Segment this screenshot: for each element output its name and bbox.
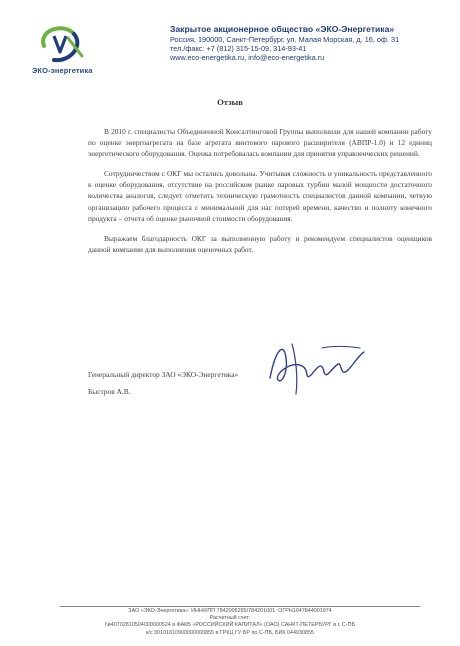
signature-block [88,366,288,400]
letterhead [170,24,440,62]
eco-energetika-logo-icon [30,22,100,66]
company-name: Закрытое акционерное общество «ЭКО-Энергетика» [170,24,395,34]
footer-line-1: ЗАО «ЭКО-Энергетика»: ИНН/КПП 7842006285/784201001: ОГРН1047844001974 [128,608,332,614]
footer-divider [60,606,420,607]
handwritten-signature [262,338,372,398]
footer-line-3: №40702810504000000524 в ФАКБ «РОССИЙСКИЙ КАПИТАЛ» (ОАО) САНКТ-ПЕТЕРБУРГ в г. С-ПБ [104,622,355,629]
body-paragraph-2: Сотрудничеством с ОКГ мы остались довольны. Учитывая сложность и уникальность представленного к оценке оборудования, отсутствие на российском рынке паровых турбин малой мощности достаточного количества аналогов, следует отметить техническую грамотность специалистов данной компании, четкую организацию рабочего процесса с минимальной для нас потерей времени, качество и полноту конечного продукта – отчета об оценке рыночной стоимости оборудования. [88,169,432,223]
company-address: Россия, 190000, Санкт-Петербург, ул. Малая Морская, д. 16, оф. 31 [170,35,400,44]
footer-line-4: к/с 30101810900000000855 в ГРКЦ ГУ БР по С-ПБ, БИК 044030855 [145,629,315,636]
company-web: www.eco-energetika.ru, info@eco-energetika.ru [170,53,325,63]
letter-body [88,126,432,264]
company-logo [30,22,120,80]
signer-title: Генеральный директор ЗАО «ЭКО-Энергетика» [88,370,239,379]
company-phone: тел./факс: +7 (812) 315-15-09, 314-93-41 [170,44,307,54]
document-title: Отзыв [217,97,243,107]
footer-line-2: Расчетный счет: [209,615,251,622]
signer-name: Быстров А.В. [88,387,131,396]
body-paragraph-1: В 2010 г. специалисты Объединенной Консалтинговой Группы выполнили для нашей компании работу по оценке энергоагрегата на базе агрегата винтового парового расширителя (АВПР-1.0) и 12 единиц энергетического оборудования. Оценка потребовалась компании для принятия управленческих решений. [88,127,432,159]
body-paragraph-3: Выражаем благодарность ОКГ за выполненную работу и рекомендуем специалистов оценщиков данной компании для выполнения оценочных работ. [88,233,432,254]
footer [0,608,460,637]
logo-text: ЭКО-энергетика [32,66,93,75]
